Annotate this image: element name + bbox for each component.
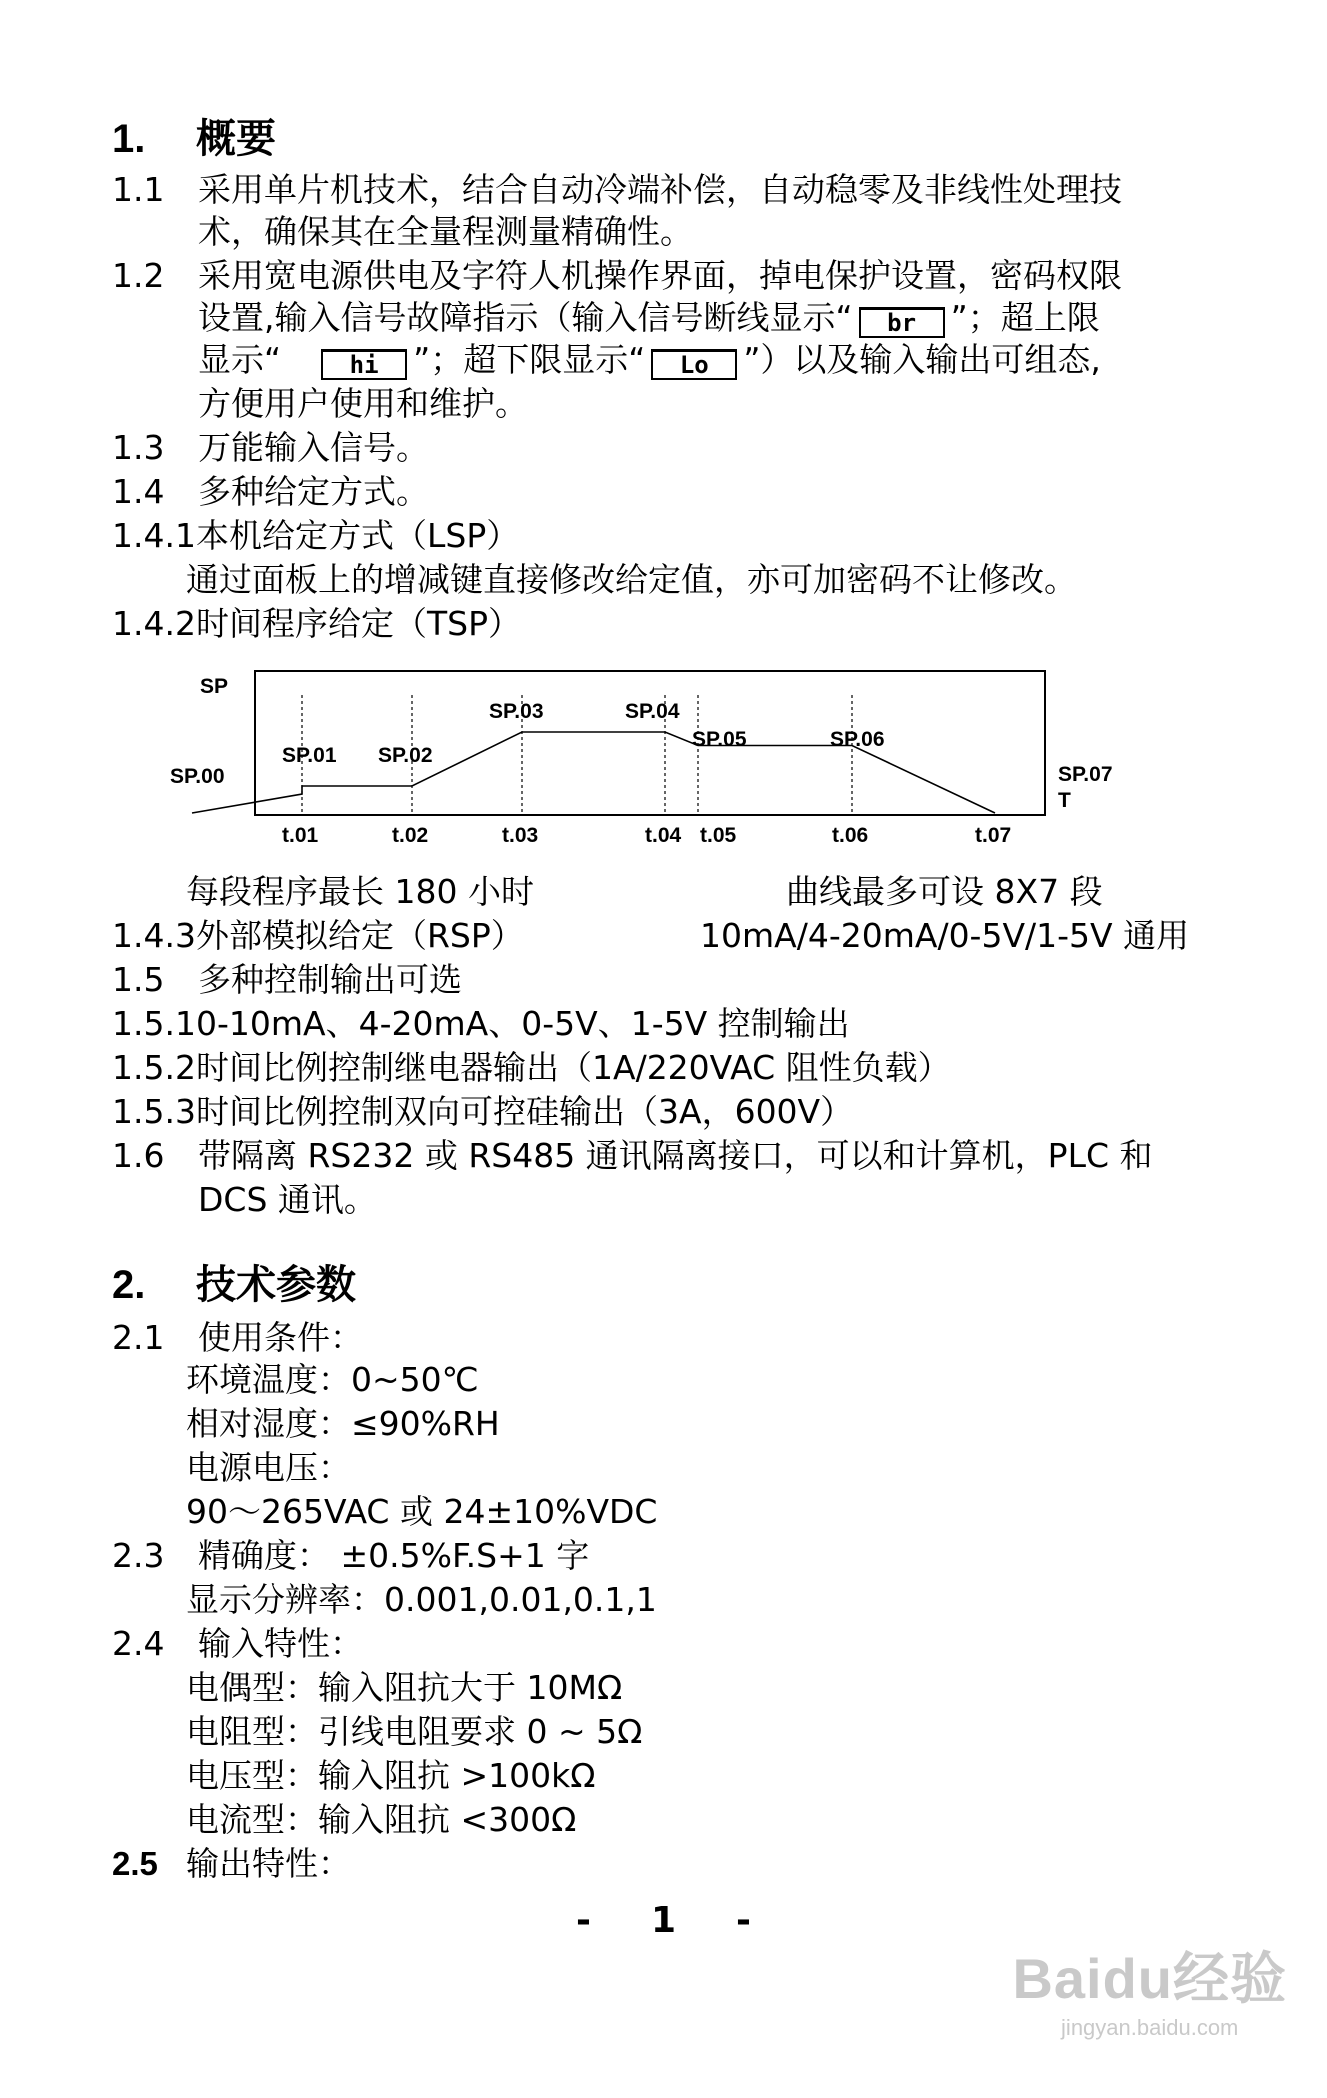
x-tick-t-03: t.03 xyxy=(502,824,539,847)
y-axis-label: SP xyxy=(200,675,229,698)
item-1-2-line3 xyxy=(198,340,1101,380)
item-number: 2.1 xyxy=(112,1318,165,1357)
relative-humidity: 相对湿度：≤90%RH xyxy=(186,1404,500,1443)
item-number: 1.2 xyxy=(112,256,165,295)
item-number: 1.1 xyxy=(112,170,165,209)
item-text: 0-10mA、4-20mA、0-5V、1-5V 控制输出 xyxy=(196,1004,850,1043)
text-run: ”；超上限 xyxy=(950,298,1100,337)
point-label-sp-00: SP.00 xyxy=(170,765,225,788)
page-number-value: 1 xyxy=(650,1900,677,1941)
item-number: 2.5 xyxy=(112,1845,158,1882)
tsp-program-chart xyxy=(170,665,1150,855)
point-label-sp-03: SP.03 xyxy=(489,700,544,723)
item-number: 1.4.2 xyxy=(112,604,196,643)
x-tick-t-01: t.01 xyxy=(282,824,319,847)
watermark-url: jingyan.baidu.com xyxy=(1061,2015,1239,2040)
item-text: 采用宽电源供电及字符人机操作界面，掉电保护设置，密码权限 xyxy=(198,256,1122,295)
x-tick-t-02: t.02 xyxy=(392,824,429,847)
point-label-sp-01: SP.01 xyxy=(282,744,337,767)
x-axis-label: T xyxy=(1058,789,1071,812)
item-text: 外部模拟给定（RSP） xyxy=(196,916,524,955)
text-run: ”；超下限显示“ xyxy=(413,340,646,379)
x-tick-t-06: t.06 xyxy=(832,824,869,847)
point-label-sp-04: SP.04 xyxy=(625,700,680,723)
item-number: 1.5 xyxy=(112,960,165,999)
item-text: 时间比例控制双向可控硅输出（3A，600V） xyxy=(196,1092,854,1131)
item-text: 使用条件： xyxy=(198,1318,363,1357)
item-text: 精确度： ±0.5%F.S+1 字 xyxy=(198,1536,590,1575)
point-label-sp-06: SP.06 xyxy=(830,728,885,751)
item-number: 1.5.3 xyxy=(112,1092,196,1131)
item-text-right: 10mA/4-20mA/0-5V/1-5V 通用 xyxy=(700,916,1190,955)
item-1-2-line2 xyxy=(198,298,1100,338)
segment-count-note: 曲线最多可设 8X7 段 xyxy=(786,872,1103,911)
item-1-1-cont: 术，确保其在全量程测量精确性。 xyxy=(198,212,693,251)
point-label-sp-02: SP.02 xyxy=(378,744,433,767)
x-tick-t-07: t.07 xyxy=(975,824,1012,847)
segment-duration-note: 每段程序最长 180 小时 xyxy=(186,872,534,911)
segment-display-br: br xyxy=(859,307,945,338)
point-label-sp-07: SP.07 xyxy=(1058,763,1113,786)
item-number: 2.4 xyxy=(112,1624,165,1663)
item-number: 1.4.1 xyxy=(112,516,196,555)
section-number: 1. xyxy=(112,117,146,161)
power-voltage-value: 90～265VAC 或 24±10%VDC xyxy=(186,1492,658,1531)
baidu-jingyan-watermark xyxy=(1012,1935,1287,2041)
item-text: 多种控制输出可选 xyxy=(198,960,462,999)
item-text: 输出特性： xyxy=(186,1844,351,1883)
voltage-input: 电压型：输入阻抗 >100kΩ xyxy=(186,1756,596,1795)
text-run: ”）以及输入输出可组态, xyxy=(743,340,1101,379)
item-text: 本机给定方式（LSP） xyxy=(196,516,520,555)
item-1-4-1-sub: 通过面板上的增减键直接修改给定值，亦可加密码不让修改。 xyxy=(186,560,1077,599)
item-number: 1.5.1 xyxy=(112,1004,196,1043)
item-number: 2.3 xyxy=(112,1536,165,1575)
text-run: 设置,输入信号故障指示（输入信号断线显示“ xyxy=(198,298,853,337)
item-text: 带隔离 RS232 或 RS485 通讯隔离接口，可以和计算机，PLC 和 xyxy=(198,1136,1153,1175)
page-dash-left: - xyxy=(576,1900,591,1941)
item-text: 采用单片机技术，结合自动冷端补偿，自动稳零及非线性处理技 xyxy=(198,170,1122,209)
display-resolution: 显示分辨率：0.001,0.01,0.1,1 xyxy=(186,1580,657,1619)
current-input: 电流型：输入阻抗 <300Ω xyxy=(186,1800,577,1839)
x-tick-t-04: t.04 xyxy=(645,824,682,847)
text-run: 显示“ xyxy=(198,340,282,379)
item-1-2-line4: 方便用户使用和维护。 xyxy=(198,384,528,423)
x-tick-t-05: t.05 xyxy=(700,824,737,847)
item-number: 1.6 xyxy=(112,1136,165,1175)
section-title: 技术参数 xyxy=(196,1263,356,1307)
item-1-6-cont: DCS 通讯。 xyxy=(198,1180,377,1219)
item-number: 1.3 xyxy=(112,428,165,467)
point-label-sp-05: SP.05 xyxy=(692,728,747,751)
item-text: 时间程序给定（TSP） xyxy=(196,604,522,643)
power-voltage-label: 电源电压： xyxy=(186,1448,351,1487)
item-text: 时间比例控制继电器输出（1A/220VAC 阻性负载） xyxy=(196,1048,951,1087)
thermocouple-input: 电偶型：输入阻抗大于 10MΩ xyxy=(186,1668,623,1707)
segment-display-lo: Lo xyxy=(651,349,737,380)
item-text: 输入特性： xyxy=(198,1624,363,1663)
item-text: 多种给定方式。 xyxy=(198,472,429,511)
item-number: 1.5.2 xyxy=(112,1048,196,1087)
ambient-temperature: 环境温度：0~50℃ xyxy=(186,1360,479,1399)
resistance-input: 电阻型：引线电阻要求 0 ~ 5Ω xyxy=(186,1712,643,1751)
section-title: 概要 xyxy=(196,117,276,161)
section-number: 2. xyxy=(112,1263,146,1307)
segment-display-hi: hi xyxy=(321,349,407,380)
item-number: 1.4 xyxy=(112,472,165,511)
chart-frame xyxy=(255,671,1045,815)
page-dash-right: - xyxy=(736,1900,751,1941)
item-number: 1.4.3 xyxy=(112,916,196,955)
watermark-logo: Baidu经验 xyxy=(1012,1947,1287,2010)
item-text: 万能输入信号。 xyxy=(198,428,429,467)
